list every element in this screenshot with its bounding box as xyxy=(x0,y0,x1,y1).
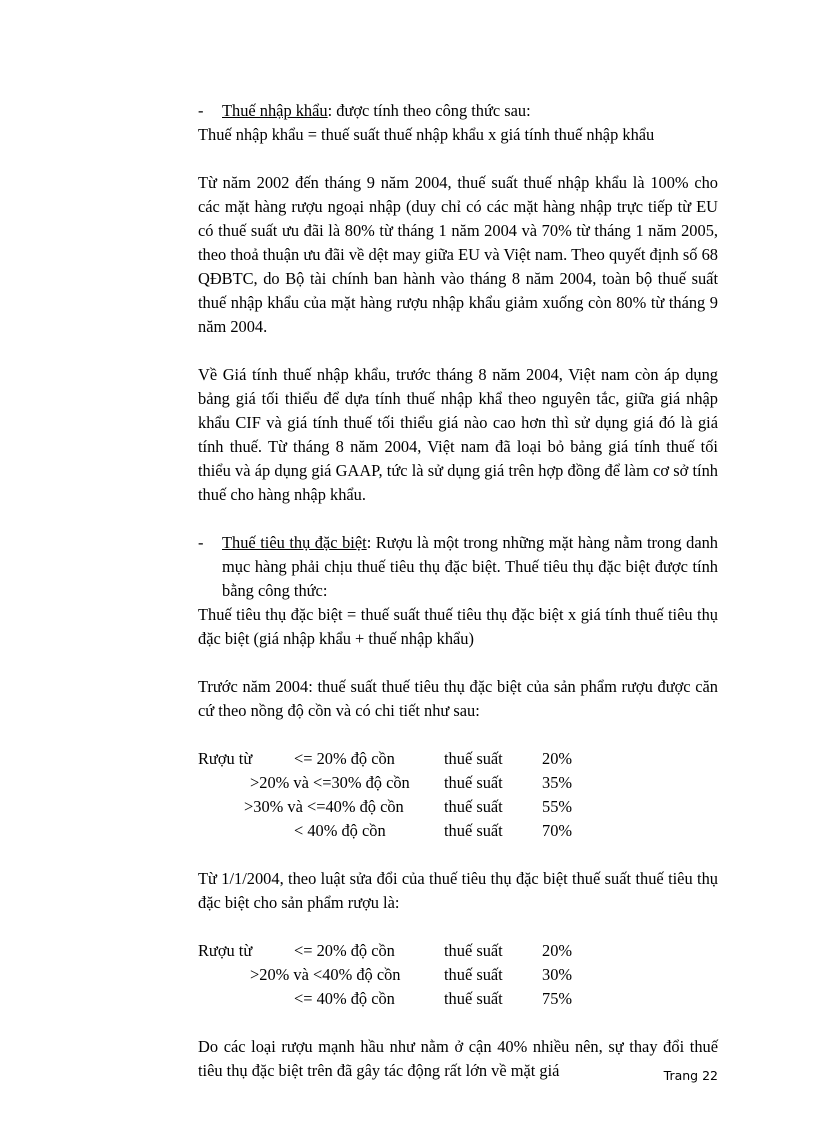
rate-value: 70% xyxy=(542,821,573,840)
rate-tax-label: thuế suất xyxy=(444,965,503,984)
import-tax-heading: Thuế nhập khẩu xyxy=(222,101,328,120)
rate-tax-label: thuế suất xyxy=(444,749,503,768)
rate-range: <= 40% độ cồn xyxy=(294,989,395,1008)
rate-row xyxy=(198,987,718,1011)
rate-value: 20% xyxy=(542,941,573,960)
paragraph-valuation: Về Giá tính thuế nhập khẩu, trước tháng 8 năm 2004, Việt nam còn áp dụng bảng giá tối thiểu để dựa tính thuế nhập khẩ theo nguyên tắc, giữa giá nhập khẩu CIF và giá tính thuế tối thiểu giá nào cao hơn thì sử dụng giá đó là giá tính thuế. Từ tháng 8 năm 2004, Việt nam đã loại bỏ bảng giá tính thuế tối thiểu và áp dụng giá GAAP, tức là sử dụng giá trên hợp đồng để làm cơ sở tính thuế cho hàng nhập khẩu. xyxy=(198,365,718,504)
paragraph-closing: Do các loại rượu mạnh hầu như nằm ở cận 40% nhiều nên, sự thay đổi thuế tiêu thụ đặc biệt trên đã gây tác động rất lớn về mặt giá xyxy=(198,1037,718,1080)
page-body xyxy=(198,99,718,1083)
rate-range: < 40% độ cồn xyxy=(294,821,386,840)
rate-row xyxy=(198,963,718,987)
rate-range: >20% và <40% độ cồn xyxy=(250,965,401,984)
rate-label: Rượu từ xyxy=(198,941,253,960)
excise-tax-bullet xyxy=(198,531,718,603)
rate-range: <= 20% độ cồn xyxy=(294,749,395,768)
rate-label: Rượu từ xyxy=(198,749,253,768)
rate-tax-label: thuế suất xyxy=(444,821,503,840)
rate-value: 55% xyxy=(542,797,573,816)
rate-range: >30% và <=40% độ cồn xyxy=(244,797,404,816)
rate-table-from-2004 xyxy=(198,939,718,1011)
bullet-dash: - xyxy=(198,101,204,120)
rate-row xyxy=(198,771,718,795)
rate-value: 20% xyxy=(542,749,573,768)
rate-range: <= 20% độ cồn xyxy=(294,941,395,960)
rate-table-before-2004 xyxy=(198,747,718,843)
paragraph-before-2004: Trước năm 2004: thuế suất thuế tiêu thụ đặc biệt của sản phẩm rượu được căn cứ theo nồng độ cồn và có chi tiết như sau: xyxy=(198,677,718,720)
excise-tax-intro: : Rượu là một trong những mặt hàng nằm trong danh mục hàng phải chịu thuế tiêu thụ đặc biệt. Thuế tiêu thụ đặc biệt được tính bằng công thức: xyxy=(222,533,719,600)
page-number: Trang 22 xyxy=(663,1068,718,1083)
rate-row xyxy=(198,795,718,819)
bullet-dash: - xyxy=(198,533,204,552)
rate-row xyxy=(198,939,718,963)
rate-value: 30% xyxy=(542,965,573,984)
rate-value: 75% xyxy=(542,989,573,1008)
rate-value: 35% xyxy=(542,773,573,792)
rate-tax-label: thuế suất xyxy=(444,941,503,960)
rate-range: >20% và <=30% độ cồn xyxy=(250,773,410,792)
import-tax-formula: Thuế nhập khẩu = thuế suất thuế nhập khẩu x giá tính thuế nhập khẩu xyxy=(198,125,655,144)
rate-tax-label: thuế suất xyxy=(444,773,503,792)
paragraph-from-2004: Từ 1/1/2004, theo luật sửa đổi của thuế tiêu thụ đặc biệt thuế suất thuế tiêu thụ đặc biệt cho sản phẩm rượu là: xyxy=(198,869,718,912)
excise-tax-heading: Thuế tiêu thụ đặc biệt xyxy=(222,533,367,552)
import-tax-intro: : được tính theo công thức sau: xyxy=(327,101,531,120)
rate-row xyxy=(198,747,718,771)
rate-row xyxy=(198,819,718,843)
excise-tax-formula: Thuế tiêu thụ đặc biệt = thuế suất thuế tiêu thụ đặc biệt x giá tính thuế tiêu thụ đặc biệt (giá nhập khẩu + thuế nhập khẩu) xyxy=(198,605,718,648)
rate-tax-label: thuế suất xyxy=(444,797,503,816)
rate-tax-label: thuế suất xyxy=(444,989,503,1008)
paragraph-import-rates: Từ năm 2002 đến tháng 9 năm 2004, thuế suất thuế nhập khẩu là 100% cho các mặt hàng rượu ngoại nhập (duy chỉ có các mặt hàng nhập trực tiếp từ EU có thuế suất ưu đãi là 80% từ tháng 1 năm 2004 và 70% từ tháng 1 năm 2005, theo thoả thuận ưu đãi về dệt may giữa EU và Việt nam. Theo quyết định số 68 QĐBTC, do Bộ tài chính ban hành vào tháng 8 năm 2004, toàn bộ thuế suất thuế nhập khẩu của mặt hàng rượu nhập khẩu giảm xuống còn 80% từ tháng 9 năm 2004. xyxy=(198,173,718,336)
import-tax-bullet xyxy=(198,99,718,123)
